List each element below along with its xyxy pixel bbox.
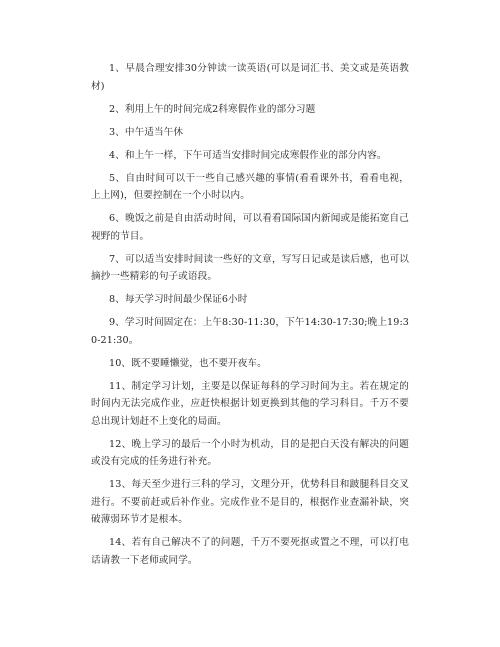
paragraph-10: 10、既不要睡懒觉，也不要开夜车。 xyxy=(109,357,267,369)
document-body xyxy=(91,60,409,575)
paragraph-14: 14、若有自己解决不了的问题，千万不要死抠或置之不理，可以打电话请教一下老师或同学。 xyxy=(91,537,409,566)
paragraph-8: 8、每天学习时间最少保证6小时 xyxy=(109,294,248,305)
paragraph-2: 2、利用上午的时间完成2科寒假作业的部分习题 xyxy=(109,103,316,115)
paragraph-11: 11、制定学习计划，主要是以保证每科的学习时间为主。若在规定的时间内无法完成作业，应赶快根据计划更换到其他的学习科目。千万不要总出现计划赶不上变化的局面。 xyxy=(91,380,409,427)
paragraph-4: 4、和上午一样，下午可适当安排时间完成寒假作业的部分内容。 xyxy=(109,149,387,161)
paragraph-12: 12、晚上学习的最后一个小时为机动，目的是把白天没有解决的问题或没有完成的任务进行补充。 xyxy=(91,438,409,467)
paragraph-3: 3、中午适当午休 xyxy=(109,126,184,138)
paragraph-9: 9、学习时间固定在：上午8:30-11:30，下午14:30-17:30;晚上19:30-21:30。 xyxy=(91,317,409,346)
paragraph-5: 5、自由时间可以干一些自己感兴趣的事情(看看课外书，看看电视，上上网)，但要控制在一个小时以内。 xyxy=(91,172,409,201)
paragraph-6: 6、晚饭之前是自由活动时间，可以看看国际国内新闻或是能拓宽自己视野的节目。 xyxy=(91,213,409,242)
paragraph-1: 1、早晨合理安排30分钟读一读英语(可以是词汇书、美文或是英语教材) xyxy=(91,63,409,92)
paragraph-7: 7、可以适当安排时间读一些好的文章，写写日记或是读后感，也可以摘抄一些精彩的句子或语段。 xyxy=(91,253,409,282)
paragraph-13: 13、每天至少进行三科的学习，文理分开，优势科目和跛腿科目交叉进行。不要前赶或后补作业。完成作业不是目的，根据作业查漏补缺，突破薄弱环节才是根本。 xyxy=(91,479,409,525)
